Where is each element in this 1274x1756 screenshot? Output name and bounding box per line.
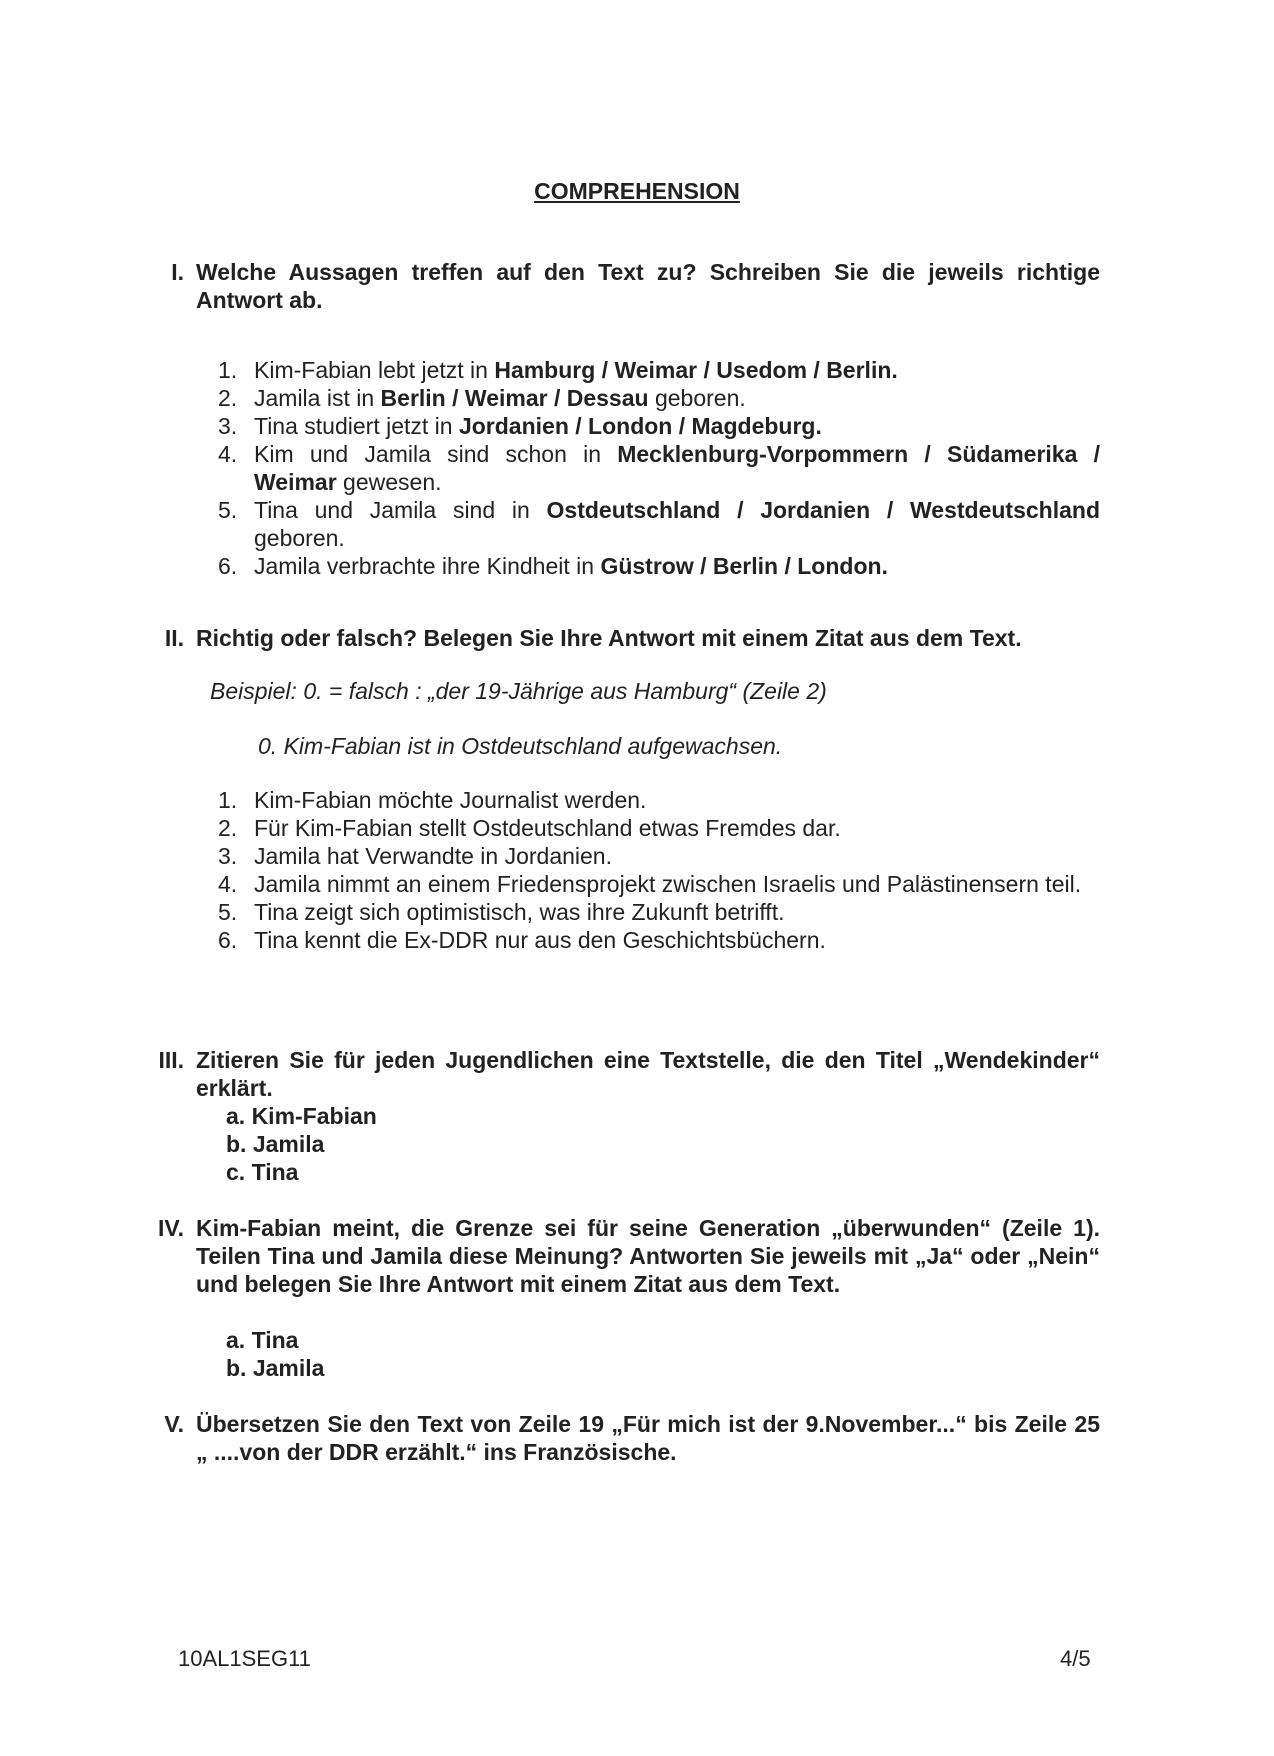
- question-2-text: Richtig oder falsch? Belegen Sie Ihre Antwort mit einem Zitat aus dem Text.: [196, 625, 1022, 651]
- item-text: Tina studiert jetzt in: [254, 413, 459, 439]
- question-5-text: Übersetzen Sie den Text von Zeile 19 „Für mich ist der 9.November...“ bis Zeile 25 „ ....von der DDR erzählt.“ ins Französische.: [196, 1411, 1100, 1465]
- list-item: [150, 814, 1100, 842]
- question-3-text: Zitieren Sie für jeden Jugendlichen eine Textstelle, die den Titel „Wendekinder“ erklärt.: [196, 1047, 1100, 1101]
- question-2-number: II.: [164, 625, 184, 651]
- item-number: 3.: [218, 843, 238, 869]
- item-number: 6.: [218, 553, 238, 579]
- question-1-text: Welche Aussagen treffen auf den Text zu? Schreiben Sie die jeweils richtige Antwort ab.: [196, 259, 1100, 313]
- item-text: Tina kennt die Ex-DDR nur aus den Geschichtsbüchern.: [254, 927, 826, 953]
- item-options: Hamburg / Weimar / Usedom / Berlin.: [494, 357, 898, 383]
- list-item: [150, 356, 1100, 384]
- list-item: [150, 384, 1100, 412]
- document-code: 10AL1SEG11: [178, 1646, 311, 1671]
- list-item: [150, 786, 1100, 814]
- question-4-text: Kim-Fabian meint, die Grenze sei für seine Generation „überwunden“ (Zeile 1). Teilen Tina und Jamila diese Meinung? Antworten Sie jeweils mit „Ja“ oder „Nein“ und belegen Sie Ihre Antwort mit einem Zitat aus dem Text.: [196, 1215, 1100, 1297]
- item-text: Tina und Jamila sind in: [254, 497, 547, 523]
- item-text: Jamila nimmt an einem Friedensprojekt zwischen Israelis und Palästinensern teil.: [254, 871, 1082, 897]
- question-4-heading: [150, 1214, 1100, 1298]
- item-number: 1.: [218, 787, 238, 813]
- item-number: 1.: [218, 357, 238, 383]
- sub-item-a: a. Tina: [226, 1327, 299, 1353]
- item-options: Berlin / Weimar / Dessau: [380, 385, 649, 411]
- item-text: Jamila hat Verwandte in Jordanien.: [254, 843, 612, 869]
- list-item: [150, 926, 1100, 954]
- sub-item-a: a. Kim-Fabian: [226, 1103, 377, 1129]
- item-text: Tina zeigt sich optimistisch, was ihre Zukunft betrifft.: [254, 899, 785, 925]
- list-item: [150, 552, 1100, 580]
- page-number: 4/5: [1060, 1646, 1091, 1671]
- question-3-heading: [150, 1046, 1100, 1102]
- example-item: 0. Kim-Fabian ist in Ostdeutschland aufgewachsen.: [258, 733, 783, 759]
- item-number: 6.: [218, 927, 238, 953]
- list-item: [150, 870, 1100, 898]
- question-1-list: [150, 356, 1100, 580]
- question-3-number: III.: [158, 1047, 184, 1073]
- item-number: 5.: [218, 497, 238, 523]
- question-2-list: [150, 786, 1100, 954]
- item-number: 2.: [218, 385, 238, 411]
- item-number: 3.: [218, 413, 238, 439]
- item-number: 4.: [218, 441, 238, 467]
- item-options: Jordanien / London / Magdeburg.: [458, 413, 822, 439]
- section-3: [150, 1046, 1100, 1186]
- item-number: 5.: [218, 899, 238, 925]
- item-options: Ostdeutschland / Jordanien / Westdeutschland: [546, 497, 1100, 523]
- question-5-heading: [150, 1410, 1100, 1466]
- item-text: Jamila ist in: [254, 385, 381, 411]
- item-options: Mecklenburg-Vorpommern / Südamerika / Weimar: [254, 441, 1100, 495]
- section-2: [150, 624, 1100, 954]
- item-text: Kim und Jamila sind schon in: [254, 441, 618, 467]
- item-number: 4.: [218, 871, 238, 897]
- list-item: [150, 496, 1100, 552]
- question-5-number: V.: [164, 1411, 184, 1437]
- sub-item-c: c. Tina: [226, 1159, 299, 1185]
- item-text-end: geboren.: [648, 385, 746, 411]
- question-1-heading: [150, 258, 1100, 314]
- item-text: Kim-Fabian möchte Journalist werden.: [254, 787, 647, 813]
- section-1: [150, 258, 1100, 580]
- item-text: Kim-Fabian lebt jetzt in: [254, 357, 495, 383]
- example-line: Beispiel: 0. = falsch : „der 19-Jährige aus Hamburg“ (Zeile 2): [210, 678, 827, 704]
- question-4-number: IV.: [157, 1215, 184, 1241]
- item-text-end: gewesen.: [336, 469, 442, 495]
- page-title: COMPREHENSION: [534, 178, 740, 204]
- section-4: [150, 1214, 1100, 1382]
- sub-item-b: b. Jamila: [226, 1131, 325, 1157]
- question-2-heading: [150, 624, 1100, 652]
- item-text: Für Kim-Fabian stellt Ostdeutschland etwas Fremdes dar.: [254, 815, 841, 841]
- list-item: [150, 842, 1100, 870]
- list-item: [150, 440, 1100, 496]
- list-item: [150, 412, 1100, 440]
- item-number: 2.: [218, 815, 238, 841]
- list-item: [150, 898, 1100, 926]
- sub-item-b: b. Jamila: [226, 1355, 325, 1381]
- item-text: Jamila verbrachte ihre Kindheit in: [254, 553, 601, 579]
- item-text-end: geboren.: [254, 525, 345, 551]
- question-1-number: I.: [171, 259, 184, 285]
- item-options: Güstrow / Berlin / London.: [600, 553, 888, 579]
- section-5: [150, 1410, 1100, 1466]
